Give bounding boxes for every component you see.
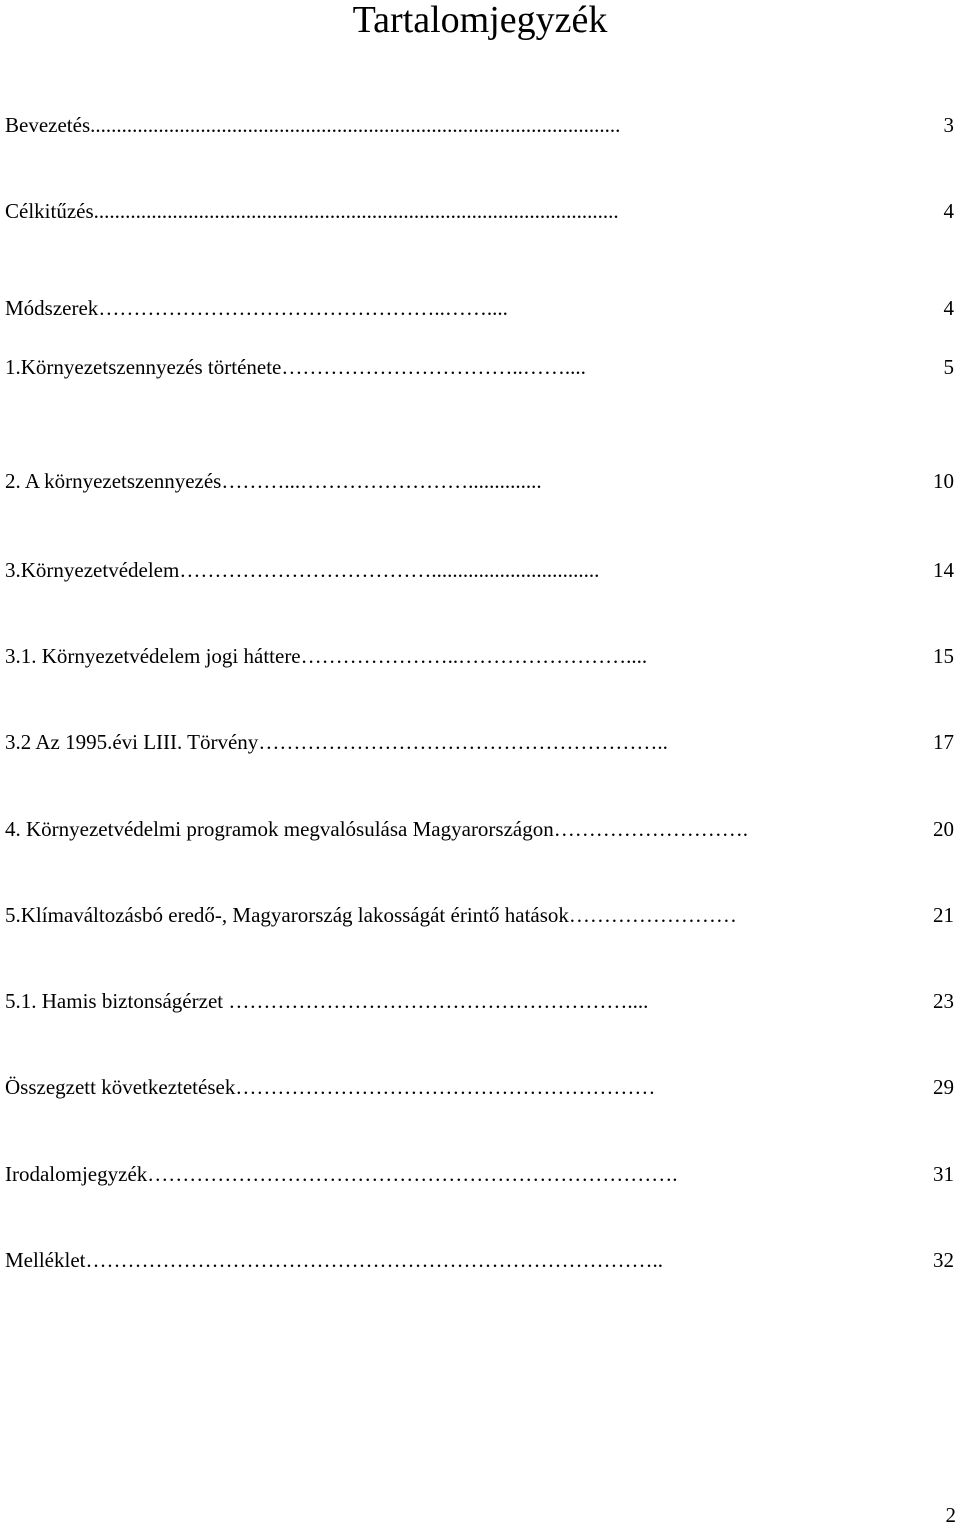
toc-entry-page: 31 — [933, 1162, 954, 1186]
page-title: Tartalomjegyzék — [352, 0, 608, 41]
toc-entry-page: 5 — [943, 355, 954, 379]
toc-entry-text: 2. A környezetszennyezés………...…………………….............. — [5, 469, 542, 493]
toc-entry-page: 14 — [933, 558, 954, 582]
toc-entry-text: 3.Környezetvédelem………………………………................................ — [5, 558, 600, 582]
toc-entry-page: 4 — [943, 199, 954, 223]
toc-entry-page: 15 — [933, 644, 954, 668]
toc-entry-melleklet[interactable] — [5, 1245, 954, 1275]
toc-entry-page: 17 — [933, 730, 954, 754]
toc-entry-page: 29 — [933, 1075, 954, 1099]
toc-entry-irodalomjegyzek[interactable] — [5, 1159, 954, 1189]
toc-entry-text: Célkitűzés.................................................................................................... — [5, 199, 619, 223]
toc-entry-text: 4. Környezetvédelmi programok megvalósulása Magyarországon………………………. — [5, 817, 748, 841]
toc-entry-hamis-biztonsagerzet[interactable] — [5, 986, 954, 1016]
toc-entry-page: 20 — [933, 817, 954, 841]
toc-entry-text: 5.Klímaváltozásbó eredő-, Magyarország lakosságát érintő hatások…………………… — [5, 903, 743, 927]
toc-entry-torveny[interactable] — [5, 727, 954, 757]
toc-entry-text: Módszerek…………………………………………..…….... — [5, 296, 508, 320]
page-number: 2 — [945, 1503, 956, 1527]
toc-entry-text: Irodalomjegyzék…………………………………………………………………. — [5, 1162, 678, 1186]
toc-entry-text: Melléklet……………………………………………………………………….. — [5, 1248, 669, 1272]
toc-entry-kornyezetszennyezes-tortenete[interactable] — [5, 352, 954, 382]
toc-entry-jogi-hattere[interactable] — [5, 641, 954, 671]
toc-entry-text: 5.1. Hamis biztonságérzet ………………………………………………….... — [5, 989, 649, 1013]
toc-entry-page: 21 — [933, 903, 954, 927]
toc-entry-bevezetes[interactable] — [5, 110, 954, 140]
toc-entry-kornyezetszennyezes[interactable] — [5, 466, 954, 496]
toc-entry-text: 3.1. Környezetvédelem jogi háttere…………………..…………………….... — [5, 644, 648, 668]
toc-entry-page: 3 — [943, 113, 954, 137]
toc-entry-page: 10 — [933, 469, 954, 493]
toc-entry-modszerek[interactable] — [5, 293, 954, 323]
toc-entry-celkituzes[interactable] — [5, 196, 954, 226]
toc-entry-page: 23 — [933, 989, 954, 1013]
toc-entry-programok[interactable] — [5, 814, 954, 844]
toc-entry-text: Összegzett következtetések…………………………………………………… — [5, 1075, 661, 1099]
toc-entry-klimavaltozas[interactable] — [5, 900, 954, 930]
toc-entry-kornyezetvedelem[interactable] — [5, 555, 954, 585]
toc-entry-page: 32 — [933, 1248, 954, 1272]
toc-entry-text: Bevezetés..................................................................................................... — [5, 113, 621, 137]
toc-entry-text: 3.2 Az 1995.évi LIII. Törvény………………………………………………….. — [5, 730, 668, 754]
toc-entry-page: 4 — [943, 296, 954, 320]
toc-entry-text: 1.Környezetszennyezés története……………………………..…….... — [5, 355, 586, 379]
toc-entry-osszegzett-kovetkeztetesek[interactable] — [5, 1072, 954, 1102]
